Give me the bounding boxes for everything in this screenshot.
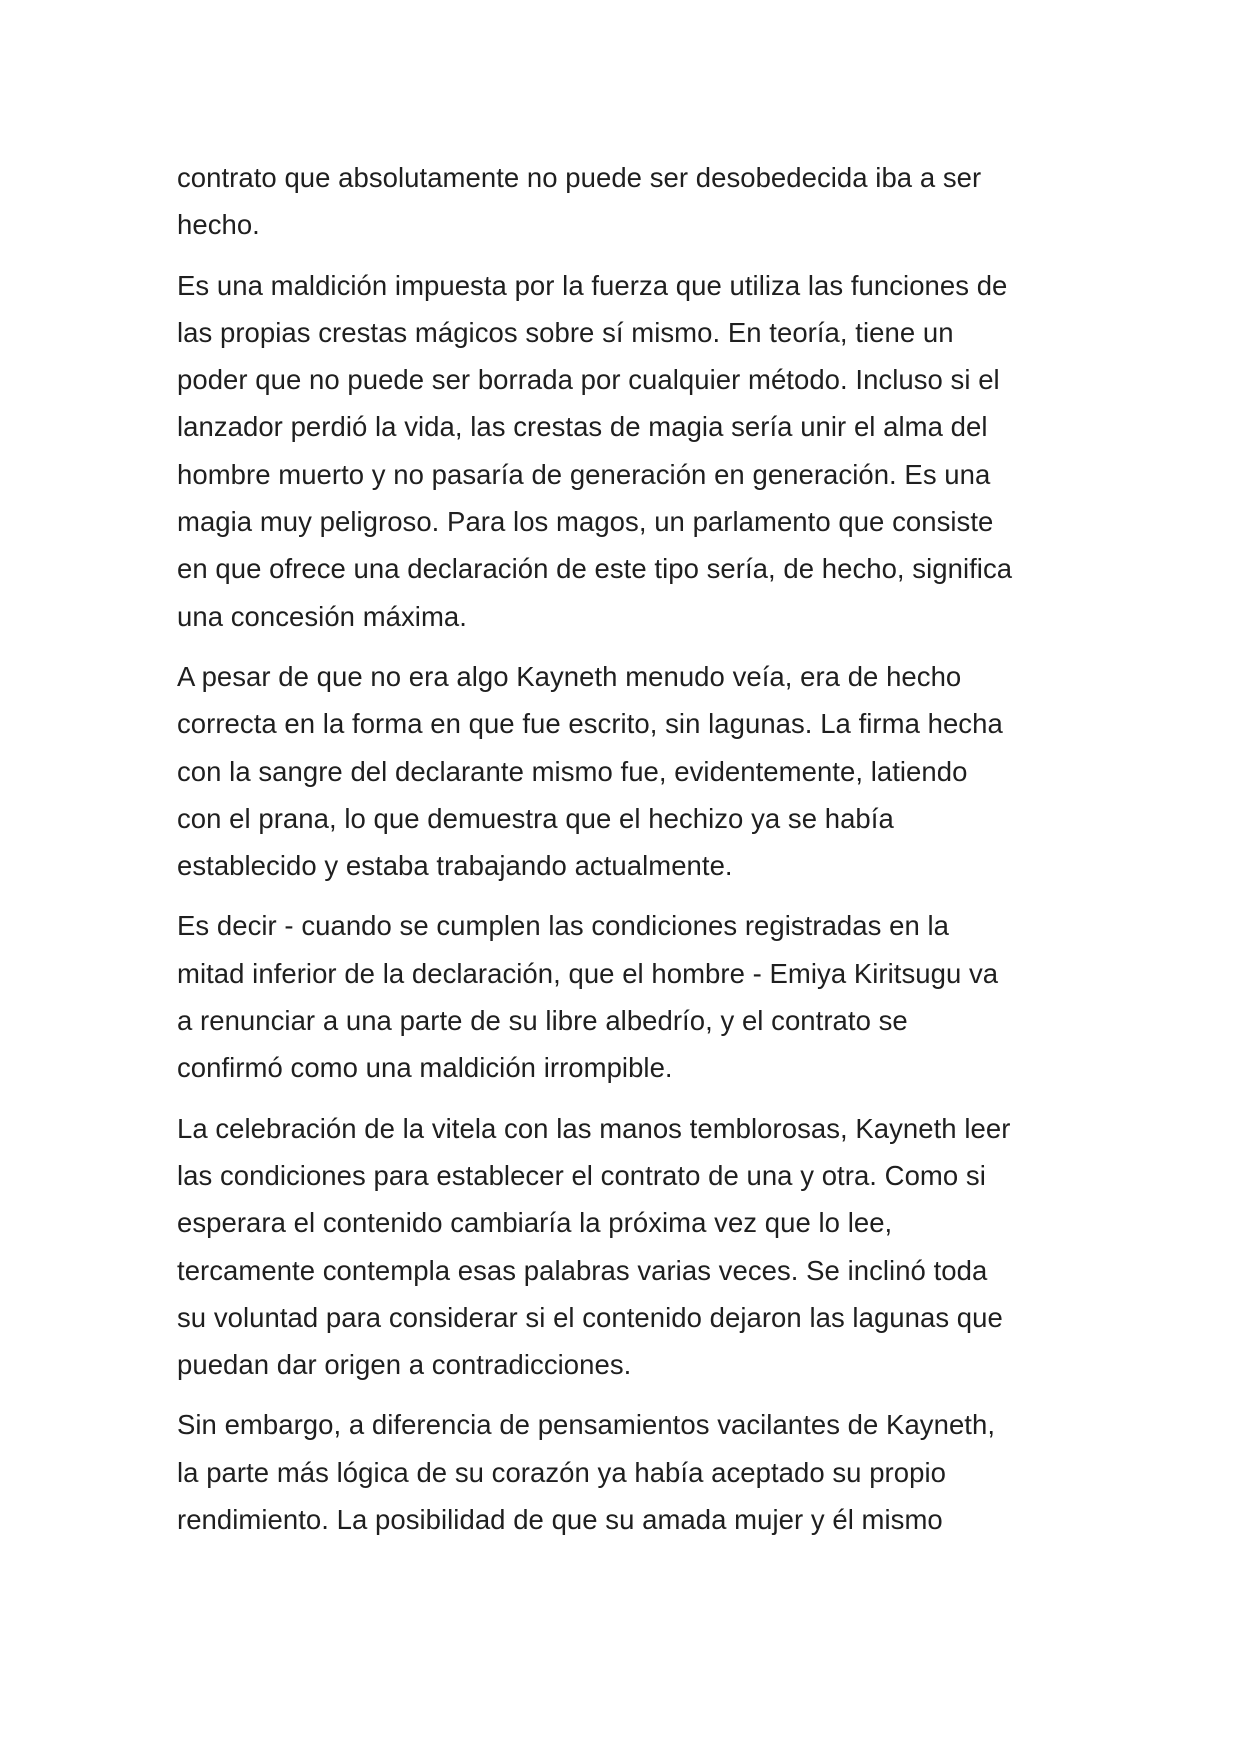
- text-line: contrato que absolutamente no puede ser desobedecida iba a ser: [177, 162, 982, 193]
- paragraph: [177, 154, 1077, 249]
- text-line: en que ofrece una declaración de este tipo sería, de hecho, significa: [177, 553, 1013, 585]
- text-line: mitad inferior de la declaración, que el hombre - Emiya Kiritsugu va: [177, 957, 999, 989]
- text-line: establecido y estaba trabajando actualmente.: [177, 850, 733, 882]
- paragraph: [177, 902, 1077, 1091]
- text-line: con la sangre del declarante mismo fue, evidentemente, latiendo: [177, 755, 968, 787]
- paragraph: [177, 653, 1077, 889]
- text-line: correcta en la forma en que fue escrito, sin lagunas. La firma hecha: [177, 708, 1003, 740]
- text-line: tercamente contempla esas palabras varias veces. Se inclinó toda: [177, 1254, 988, 1286]
- text-line: A pesar de que no era algo Kayneth menudo veía, era de hecho: [177, 660, 962, 692]
- text-line: puedan dar origen a contradicciones.: [177, 1349, 632, 1381]
- text-line: esperara el contenido cambiaría la próxima vez que lo lee,: [177, 1207, 893, 1239]
- text-body: [177, 154, 1077, 1556]
- text-line: una concesión máxima.: [177, 600, 467, 632]
- paragraph: [177, 1401, 1077, 1543]
- text-line: hecho.: [177, 209, 260, 241]
- paragraph: [177, 1105, 1077, 1389]
- text-line: las propias crestas mágicos sobre sí mismo. En teoría, tiene un: [177, 316, 954, 348]
- text-line: a renunciar a una parte de su libre albedrío, y el contrato se: [177, 1005, 908, 1037]
- text-line: Es una maldición impuesta por la fuerza que utiliza las funciones de: [177, 269, 1008, 301]
- text-line: rendimiento. La posibilidad de que su amada mujer y él mismo: [177, 1504, 943, 1536]
- text-line: poder que no puede ser borrada por cualquier método. Incluso si el: [177, 364, 1000, 396]
- text-line: hombre muerto y no pasaría de generación en generación. Es una: [177, 458, 991, 490]
- text-line: con el prana, lo que demuestra que el hechizo ya se había: [177, 802, 894, 834]
- text-line: Sin embargo, a diferencia de pensamientos vacilantes de Kayneth,: [177, 1409, 996, 1441]
- text-line: su voluntad para considerar si el contenido dejaron las lagunas que: [177, 1301, 1003, 1333]
- text-line: las condiciones para establecer el contrato de una y otra. Como si: [177, 1159, 986, 1191]
- text-line: Es decir - cuando se cumplen las condiciones registradas en la: [177, 910, 949, 942]
- paragraph: [177, 262, 1077, 640]
- text-line: magia muy peligroso. Para los magos, un parlamento que consiste: [177, 506, 994, 538]
- text-line: lanzador perdió la vida, las crestas de magia sería unir el alma del: [177, 411, 988, 443]
- text-line: confirmó como una maldición irrompible.: [177, 1052, 673, 1084]
- text-line: la parte más lógica de su corazón ya había aceptado su propio: [177, 1456, 946, 1488]
- text-line: La celebración de la vitela con las manos temblorosas, Kayneth leer: [177, 1112, 1011, 1144]
